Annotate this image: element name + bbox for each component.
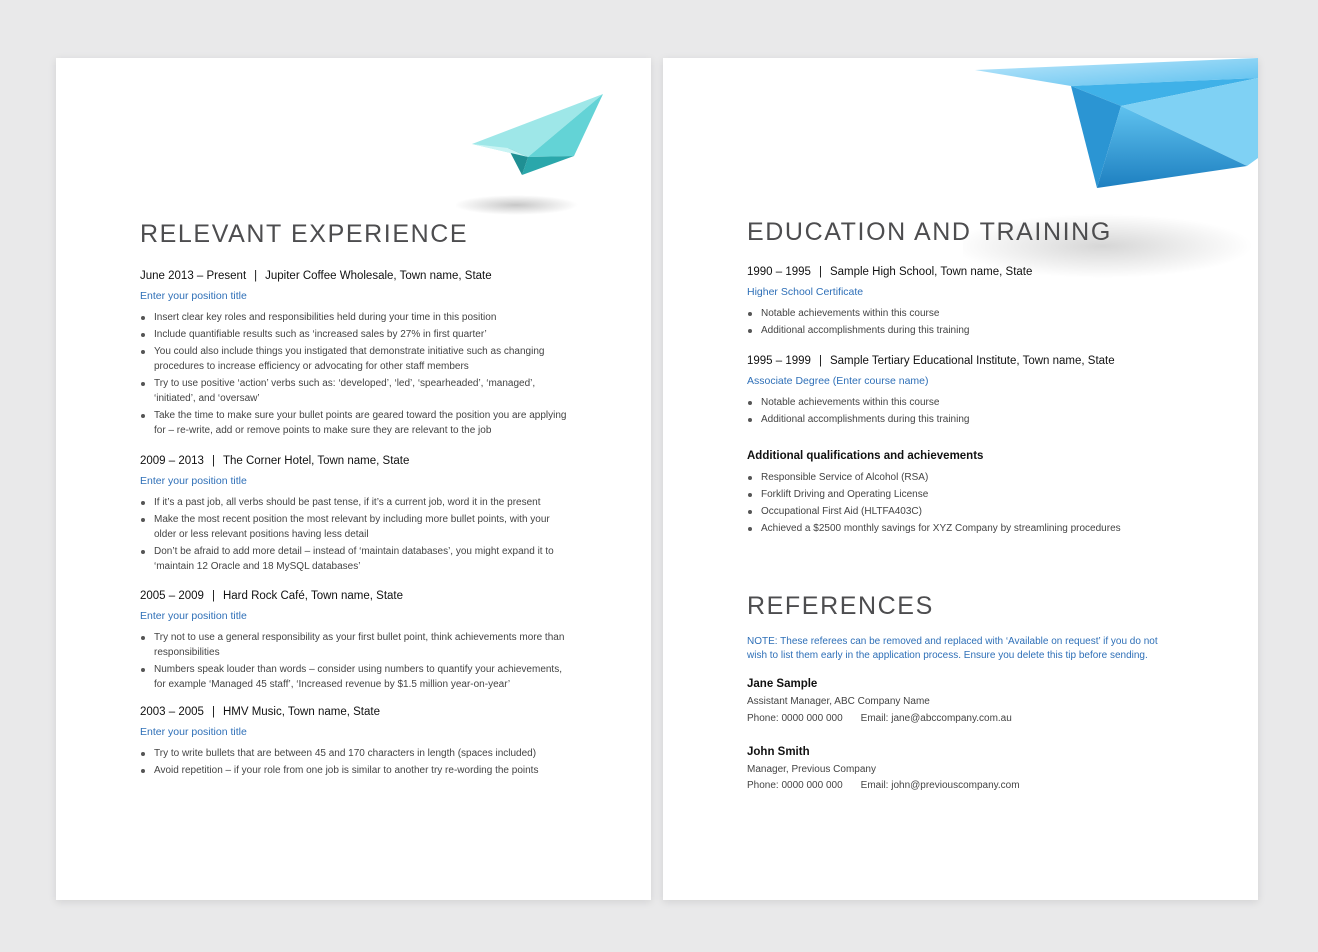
referee-email: Email: john@previouscompany.com (860, 780, 1020, 791)
job-entry (140, 706, 571, 780)
references-note: NOTE: These referees can be removed and replaced with ‘Available on request’ if you do not wish to list them early in the application process. Ensure you delete this tip before sending. (747, 636, 1158, 661)
list-item: Take the time to make sure your bullet points are geared toward the position you are applying for – re-write, add or remove points to make sure they are relevant to the job (154, 408, 571, 438)
referee-name: Jane Sample (747, 678, 818, 690)
referee-entry (747, 678, 1178, 724)
referee-phone: Phone: 0000 000 000 (747, 713, 843, 724)
job-position-title: Enter your position title (140, 610, 247, 622)
job-dates: 2003 – 2005 (140, 706, 204, 718)
additional-qualifications (747, 450, 1178, 538)
education-entry (747, 266, 1178, 340)
additional-qualifications-list (747, 470, 1178, 536)
list-item: Additional accomplishments during this training (761, 323, 1178, 338)
education-qualification: Higher School Certificate (747, 286, 864, 298)
job-position-title: Enter your position title (140, 475, 247, 487)
list-item: Make the most recent position the most relevant by including more bullet points, with your older or less relevant positions having less detail (154, 512, 571, 542)
list-item: Notable achievements within this course (761, 395, 1178, 410)
list-item: Try to use positive ‘action’ verbs such as: ‘developed’, ‘led’, ‘spearheaded’, ‘managed’, ‘initiated’, and ‘oversaw’ (154, 376, 571, 406)
job-bullets (140, 630, 571, 692)
job-entry (140, 270, 571, 440)
education-bullets (747, 395, 1178, 427)
job-entry (140, 455, 571, 576)
job-heading: 2003 – 2005 | HMV Music, Town name, State (140, 706, 380, 718)
list-item: Numbers speak louder than words – consider using numbers to quantify your achievements, for example ‘Managed 45 staff’, ‘Increased revenue by $1.5 million year-on-year’ (154, 662, 571, 692)
job-bullets (140, 746, 571, 778)
job-heading: 2005 – 2009 | Hard Rock Café, Town name, State (140, 590, 403, 602)
referee-contact (747, 780, 1178, 791)
list-item: Forklift Driving and Operating License (761, 487, 1178, 502)
education-institution: Sample Tertiary Educational Institute, Town name, State (829, 355, 1115, 367)
list-item: Avoid repetition – if your role from one job is similar to another try re-wording the points (154, 763, 571, 778)
list-item: Include quantifiable results such as ‘increased sales by 27% in first quarter’ (154, 327, 571, 342)
referee-entry (747, 746, 1178, 791)
job-bullets (140, 310, 571, 438)
list-item: Achieved a $2500 monthly savings for XYZ Company by streamlining procedures (761, 521, 1178, 536)
resume-page-experience (56, 58, 651, 900)
education-bullets (747, 306, 1178, 338)
resume-page-education (663, 58, 1258, 900)
list-item: Insert clear key roles and responsibilities held during your time in this position (154, 310, 571, 325)
list-item: Try not to use a general responsibility as your first bullet point, think achievements more than responsibilities (154, 630, 571, 660)
education-qualification: Associate Degree (Enter course name) (747, 375, 929, 387)
education-institution: Sample High School, Town name, State (829, 266, 1033, 278)
job-entry (140, 590, 571, 694)
list-item: Notable achievements within this course (761, 306, 1178, 321)
referee-title: Manager, Previous Company (747, 764, 876, 775)
job-dates: June 2013 – Present (140, 270, 247, 282)
referee-title: Assistant Manager, ABC Company Name (747, 696, 930, 707)
job-company: Hard Rock Café, Town name, State (222, 590, 403, 602)
job-dates: 2009 – 2013 (140, 455, 204, 467)
list-item: If it’s a past job, all verbs should be past tense, if it’s a current job, word it in the present (154, 495, 571, 510)
section-heading-references: REFERENCES (747, 592, 934, 620)
job-bullets (140, 495, 571, 574)
job-position-title: Enter your position title (140, 290, 247, 302)
section-heading-education: EDUCATION AND TRAINING (747, 218, 1112, 246)
referee-name: John Smith (747, 746, 810, 758)
job-position-title: Enter your position title (140, 726, 247, 738)
job-company: The Corner Hotel, Town name, State (222, 455, 410, 467)
education-heading: 1990 – 1995 | Sample High School, Town name, State (747, 266, 1033, 278)
referee-phone: Phone: 0000 000 000 (747, 780, 843, 791)
education-entry (747, 355, 1178, 429)
education-dates: 1990 – 1995 (747, 266, 811, 278)
paper-plane-icon (456, 88, 646, 228)
education-dates: 1995 – 1999 (747, 355, 811, 367)
job-dates: 2005 – 2009 (140, 590, 204, 602)
list-item: You could also include things you instigated that demonstrate initiative such as changing procedures to increase efficiency or advocating for other staff members (154, 344, 571, 374)
job-company: Jupiter Coffee Wholesale, Town name, State (265, 270, 492, 282)
referee-email: Email: jane@abccompany.com.au (860, 713, 1012, 724)
referee-contact (747, 713, 1178, 724)
list-item: Responsible Service of Alcohol (RSA) (761, 470, 1178, 485)
education-heading: 1995 – 1999 | Sample Tertiary Educational Institute, Town name, State (747, 355, 1115, 367)
section-heading-experience: RELEVANT EXPERIENCE (140, 220, 469, 248)
job-heading: June 2013 – Present | Jupiter Coffee Wholesale, Town name, State (140, 270, 492, 282)
job-company: HMV Music, Town name, State (222, 706, 380, 718)
paper-plane-icon (963, 58, 1258, 288)
list-item: Don’t be afraid to add more detail – instead of ‘maintain databases’, you might expand it to ‘maintain 12 Oracle and 18 MySQL databases’ (154, 544, 571, 574)
list-item: Try to write bullets that are between 45 and 170 characters in length (spaces included) (154, 746, 571, 761)
list-item: Occupational First Aid (HLTFA403C) (761, 504, 1178, 519)
list-item: Additional accomplishments during this training (761, 412, 1178, 427)
additional-qualifications-title: Additional qualifications and achievements (747, 450, 984, 462)
job-heading: 2009 – 2013 | The Corner Hotel, Town name, State (140, 455, 410, 467)
